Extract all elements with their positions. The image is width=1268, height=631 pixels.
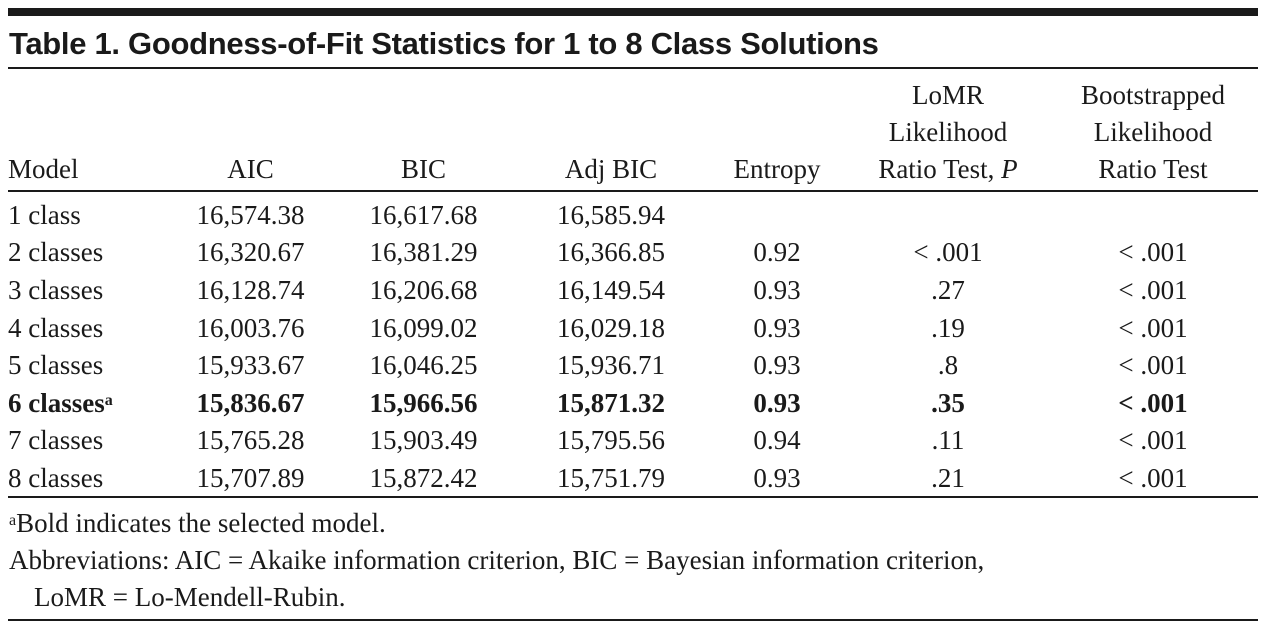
cell-lomr: .11 [931, 425, 965, 456]
cell-bic: 15,903.49 [369, 425, 478, 456]
cell-aic: 16,128.74 [196, 274, 305, 305]
cell-adjbic: 15,936.71 [557, 350, 665, 381]
table-row [8, 309, 1258, 347]
cell-model [8, 271, 170, 309]
cell-lomr: < .001 [913, 237, 983, 268]
cell-boot [1048, 192, 1258, 234]
cell-bic: 16,099.02 [369, 312, 478, 343]
abbreviations-line1: Abbreviations: AIC = Akaike information criterion, BIC = Bayesian information criterion, [9, 545, 985, 575]
footnote-a [9, 506, 386, 540]
table-row [8, 234, 1258, 272]
abbreviations-line2: LoMR = Lo-Mendell-Rubin. [34, 582, 346, 612]
cell-model [8, 459, 170, 497]
bottom-rule [8, 619, 1258, 621]
footnote-marker: a [104, 391, 113, 409]
cell-boot: < .001 [1118, 387, 1188, 418]
col-header-lomr [848, 70, 1048, 192]
cell-bic: 16,206.68 [369, 274, 478, 305]
table-row [8, 271, 1258, 309]
cell-model [8, 309, 170, 347]
header-rule [8, 190, 1258, 192]
cell-adjbic: 16,366.85 [557, 237, 665, 268]
table-body [8, 192, 1258, 497]
cell-lomr: .27 [931, 274, 965, 305]
boot-line1: Bootstrapped [1081, 80, 1225, 110]
cell-bic: 15,872.42 [369, 462, 478, 493]
cell-boot: < .001 [1118, 274, 1188, 305]
cell-bic: 16,381.29 [369, 237, 478, 268]
cell-entropy: 0.93 [753, 274, 801, 305]
cell-entropy: 0.94 [753, 425, 801, 456]
cell-bic: 15,966.56 [369, 387, 478, 418]
cell-boot: < .001 [1118, 462, 1188, 493]
table-row [8, 384, 1258, 422]
title-rule [8, 67, 1258, 69]
model-label: 3 classes [8, 274, 104, 305]
cell-lomr: .21 [931, 462, 965, 493]
cell-model [8, 192, 170, 234]
boot-line2: Likelihood [1093, 117, 1213, 147]
cell-aic: 16,574.38 [196, 199, 305, 230]
cell-aic: 15,933.67 [196, 350, 305, 381]
cell-boot: < .001 [1118, 237, 1188, 268]
cell-model [8, 346, 170, 384]
cell-entropy [706, 192, 848, 234]
lomr-p-italic: P [1001, 154, 1018, 184]
cell-entropy: 0.93 [753, 350, 801, 381]
cell-aic: 15,765.28 [196, 425, 305, 456]
cell-adjbic: 15,795.56 [557, 425, 665, 456]
table-title: Table 1. Goodness-of-Fit Statistics for 1 to 8 Class Solutions [9, 26, 879, 61]
model-label: 1 class [8, 199, 81, 230]
cell-adjbic: 15,751.79 [557, 462, 665, 493]
cell-adjbic: 16,585.94 [557, 199, 665, 230]
col-header-aic: AIC [227, 154, 274, 184]
cell-lomr [848, 192, 1048, 234]
table-row [8, 192, 1258, 234]
cell-aic: 16,320.67 [196, 237, 305, 268]
footnote-a-text: Bold indicates the selected model. [16, 508, 386, 538]
cell-entropy: 0.93 [753, 312, 801, 343]
cell-bic: 16,046.25 [369, 350, 478, 381]
cell-aic: 15,707.89 [196, 462, 305, 493]
col-header-bic: BIC [400, 154, 446, 184]
boot-line3: Ratio Test [1098, 154, 1208, 184]
bottom-table-rule [8, 496, 1258, 498]
model-label: 2 classes [8, 237, 104, 268]
col-header-entropy: Entropy [733, 154, 821, 184]
model-label: 8 classes [8, 462, 104, 493]
cell-bic: 16,617.68 [369, 199, 478, 230]
cell-adjbic: 16,029.18 [557, 312, 665, 343]
cell-entropy: 0.93 [753, 387, 801, 418]
cell-model [8, 422, 170, 460]
cell-entropy: 0.93 [753, 462, 801, 493]
header-row [8, 70, 1258, 192]
table-row [8, 422, 1258, 460]
cell-lomr: .19 [931, 312, 965, 343]
top-rule [8, 8, 1258, 16]
col-header-model: Model [8, 154, 79, 184]
cell-lomr: .8 [937, 350, 959, 381]
model-label: 5 classes [8, 350, 104, 381]
table-row [8, 346, 1258, 384]
model-label: 6 classes [8, 387, 105, 418]
cell-boot: < .001 [1118, 425, 1188, 456]
cell-boot: < .001 [1118, 312, 1188, 343]
cell-aic: 15,836.67 [196, 387, 305, 418]
cell-aic: 16,003.76 [196, 312, 305, 343]
lomr-line3: Ratio Test, [878, 154, 1002, 184]
col-header-bootstrapped [1048, 70, 1258, 192]
lomr-line1: LoMR [911, 80, 984, 110]
cell-boot: < .001 [1118, 350, 1188, 381]
col-header-adj-bic: Adj BIC [564, 154, 658, 184]
cell-adjbic: 16,149.54 [557, 274, 665, 305]
cell-lomr: .35 [931, 387, 965, 418]
cell-entropy: 0.92 [753, 237, 801, 268]
cell-adjbic: 15,871.32 [557, 387, 665, 418]
footnote-mark: a [9, 512, 17, 529]
model-label: 7 classes [8, 425, 104, 456]
lomr-line2: Likelihood [888, 117, 1008, 147]
cell-model [8, 384, 170, 422]
model-label: 4 classes [8, 312, 104, 343]
cell-model [8, 234, 170, 272]
table-row [8, 459, 1258, 497]
fit-statistics-table [8, 70, 1258, 497]
